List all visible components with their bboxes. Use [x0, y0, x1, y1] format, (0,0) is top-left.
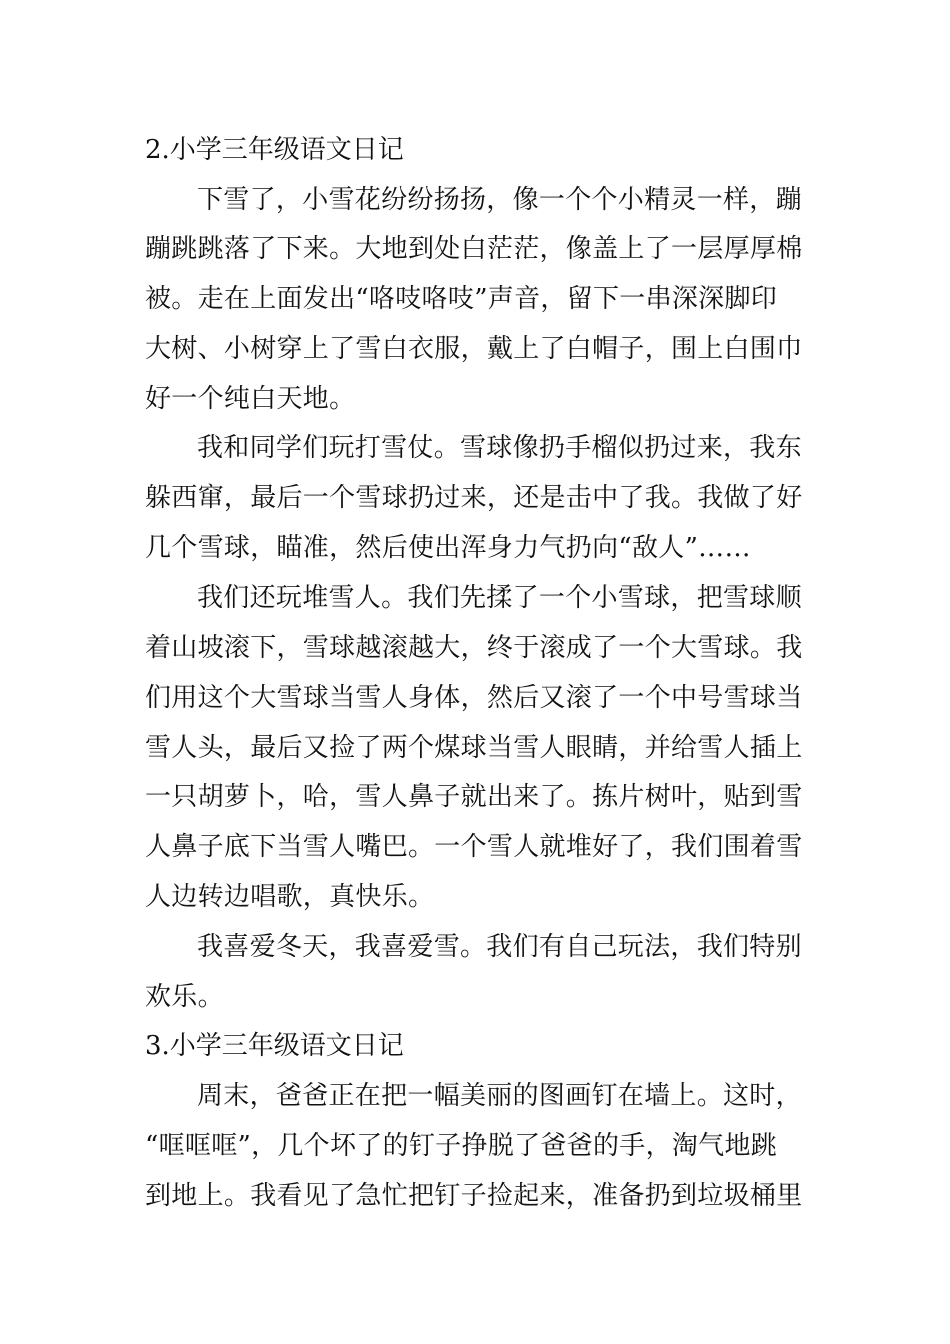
- paragraph-line: 大树、小树穿上了雪白衣服，戴上了白帽子，围上白围巾: [145, 334, 803, 364]
- section-heading: 3.小学三年级语文日记: [145, 1031, 404, 1061]
- paragraph-line: 下雪了，小雪花纷纷扬扬，像一个个小精灵一样，蹦: [197, 185, 802, 215]
- paragraph-line: 欢乐。: [145, 982, 224, 1012]
- paragraph-line: 雪人头，最后又捡了两个煤球当雪人眼睛，并给雪人插上: [145, 733, 803, 763]
- paragraph-line: 躲西窜，最后一个雪球扔过来，还是击中了我。我做了好: [145, 483, 803, 513]
- paragraph-line: 蹦跳跳落了下来。大地到处白茫茫，像盖上了一层厚厚棉: [145, 234, 803, 264]
- paragraph-line: 我们还玩堆雪人。我们先揉了一个小雪球，把雪球顺: [197, 583, 802, 613]
- paragraph-line: 一只胡萝卜，哈，雪人鼻子就出来了。拣片树叶，贴到雪: [145, 782, 803, 812]
- paragraph-line: 到地上。我看见了急忙把钉子捡起来，准备扔到垃圾桶里: [145, 1181, 803, 1211]
- paragraph-line: 周末，爸爸正在把一幅美丽的图画钉在墙上。这时，: [197, 1081, 802, 1111]
- paragraph-line: 人鼻子底下当雪人嘴巴。一个雪人就堆好了，我们围着雪: [145, 832, 803, 862]
- paragraph-line: 我和同学们玩打雪仗。雪球像扔手榴似扔过来，我东: [197, 433, 802, 463]
- paragraph-line: 着山坡滚下，雪球越滚越大，终于滚成了一个大雪球。我: [145, 633, 803, 663]
- paragraph-line: 几个雪球，瞄准，然后使出浑身力气扔向“敌人”……: [145, 533, 751, 563]
- paragraph-line: 被。走在上面发出“咯吱咯吱”声音，留下一串深深脚印: [145, 284, 778, 314]
- paragraph-line: “哐哐哐”，几个坏了的钉子挣脱了爸爸的手，淘气地跳: [145, 1131, 778, 1161]
- paragraph-line: 好一个纯白天地。: [145, 384, 356, 414]
- paragraph-line: 我喜爱冬天，我喜爱雪。我们有自己玩法，我们特别: [197, 932, 802, 962]
- paragraph-line: 人边转边唱歌，真快乐。: [145, 882, 435, 912]
- paragraph-line: 们用这个大雪球当雪人身体，然后又滚了一个中号雪球当: [145, 683, 803, 713]
- section-heading: 2.小学三年级语文日记: [145, 135, 404, 165]
